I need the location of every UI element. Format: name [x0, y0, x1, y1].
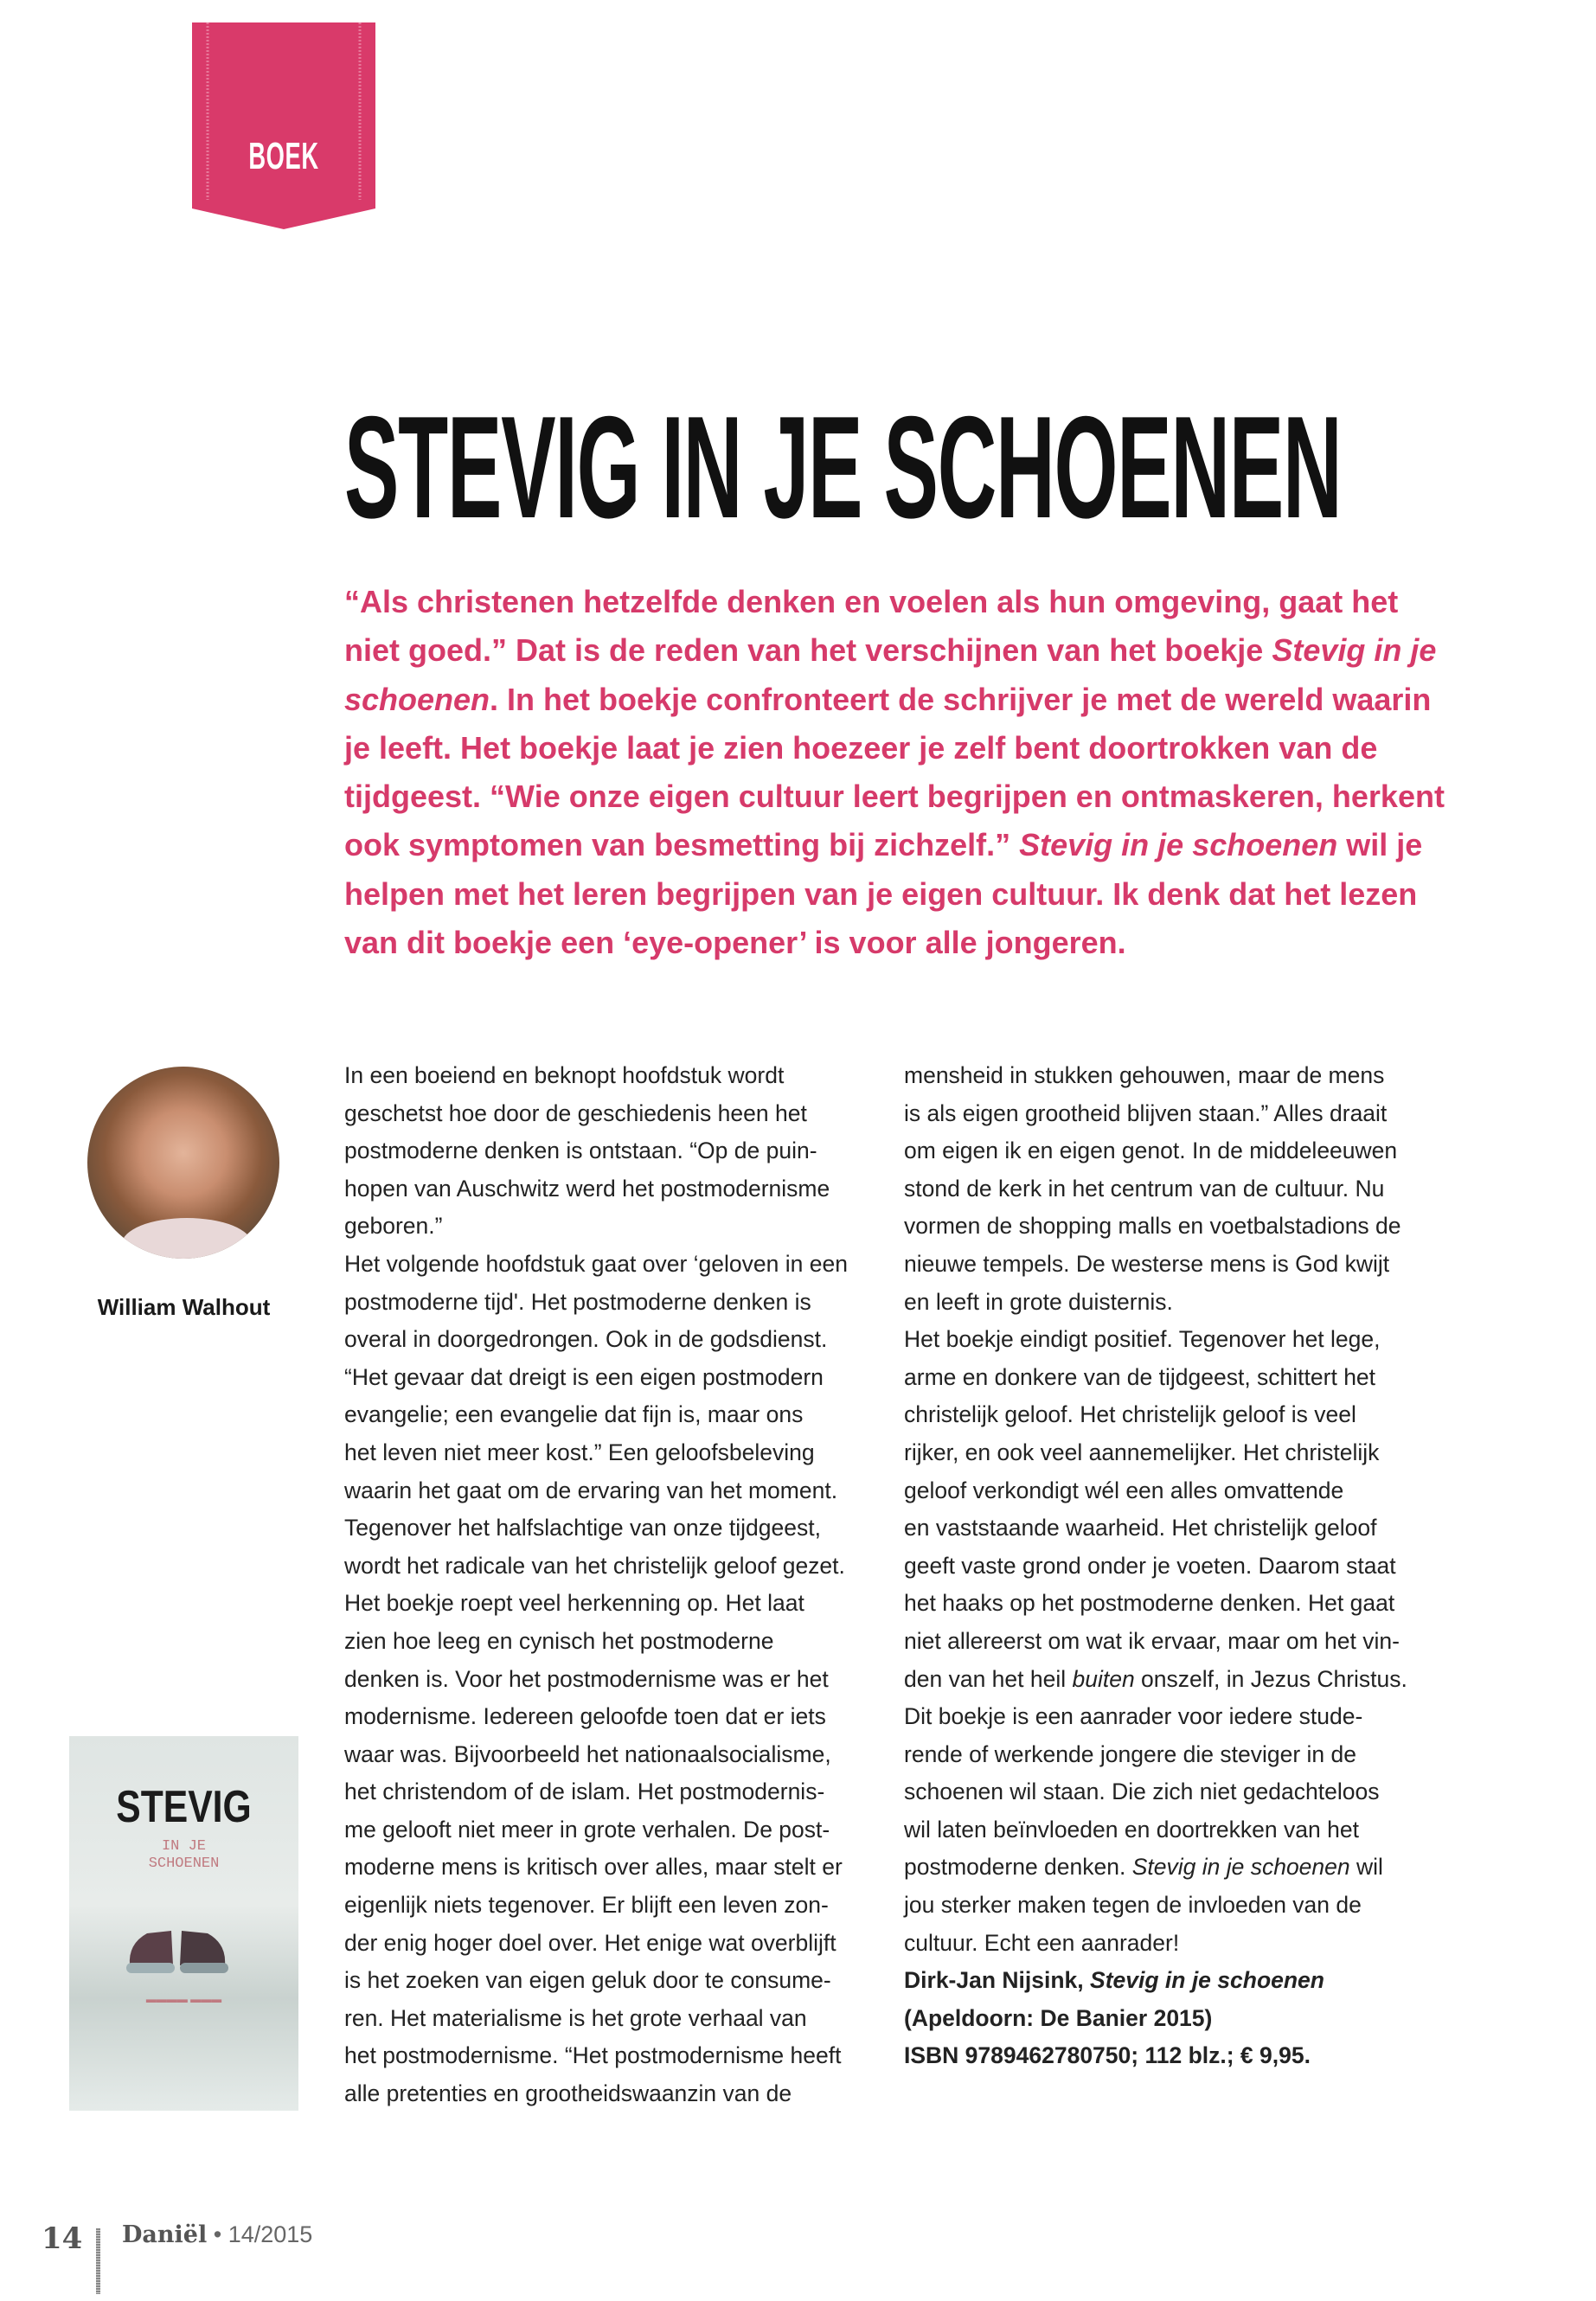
text-run: postmoderne tijd'. Het postmoderne denken is: [344, 1288, 811, 1315]
text-run: Tegenover het halfslachtige van onze tijdgeest,: [344, 1515, 821, 1541]
text-run: cultuur. Echt een aanrader!: [904, 1929, 1180, 1956]
text-run: moderne mens is kritisch over alles, maar stelt er: [344, 1854, 843, 1881]
text-run: Stevig in je: [1272, 632, 1437, 669]
text-run: wordt het radicale van het christelijk geloof gezet.: [344, 1552, 845, 1579]
text-line: [344, 1887, 848, 1925]
text-run: In een boeiend en beknopt hoofdstuk wordt: [344, 1062, 785, 1088]
issue-number: 14/2015: [228, 2221, 313, 2247]
cover-subtitle-line: SCHOENEN: [148, 1856, 220, 1872]
text-line: [904, 1811, 1407, 1849]
text-run: Dit boekje is een aanrader voor iedere stude-: [904, 1703, 1363, 1730]
text-run: jou sterker maken tegen de invloeden van de: [904, 1892, 1362, 1919]
text-run: Dirk-Jan Nijsink,: [904, 1967, 1091, 1994]
text-line: [904, 1284, 1407, 1322]
text-run: denken is. Voor het postmodernisme was er het: [344, 1665, 829, 1692]
text-run: ren. Het materialisme is het grote verhaal van: [344, 2004, 807, 2031]
text-line: [344, 1472, 848, 1510]
text-line: [344, 1434, 848, 1472]
text-line: [344, 1548, 848, 1586]
text-run: onszelf, in Jezus Christus.: [1134, 1665, 1407, 1692]
text-run: waarin het gaat om de ervaring van het moment.: [344, 1477, 838, 1503]
text-run: overal in doorgedrongen. Ook in de godsdienst.: [344, 1326, 828, 1353]
lead-paragraph: [344, 578, 1445, 967]
text-line: [344, 1585, 848, 1623]
text-line: [344, 1208, 848, 1246]
text-line: [904, 1773, 1407, 1811]
text-line: [904, 1585, 1407, 1623]
text-line: [344, 772, 1445, 821]
text-line: [904, 1736, 1407, 1774]
text-run: christelijk geloof. Het christelijk geloof is veel: [904, 1401, 1356, 1428]
text-line: [344, 578, 1445, 626]
text-run: hopen van Auschwitz werd het postmodernisme: [344, 1175, 830, 1202]
text-line: [344, 1057, 848, 1095]
text-run: stond de kerk in het centrum van de cultuur. Nu: [904, 1175, 1385, 1202]
text-run: geeft vaste grond onder je voeten. Daarom staat: [904, 1552, 1396, 1579]
text-line: [904, 1246, 1407, 1284]
magazine-name: Daniël: [122, 2221, 208, 2248]
text-line: [344, 1661, 848, 1699]
text-run: helpen met het leren begrijpen van je eigen cultuur. Ik denk dat het lezen: [344, 875, 1418, 912]
text-line: [344, 1736, 848, 1774]
text-run: wil: [1349, 1854, 1383, 1881]
text-run: rijker, en ook veel aannemelijker. Het christelijk: [904, 1439, 1380, 1465]
page-number: 14: [42, 2221, 83, 2256]
text-run: het postmodernisme. “Het postmodernisme heeft: [344, 2042, 842, 2069]
text-run: buiten: [1072, 1665, 1135, 1692]
body-column-2: [904, 1057, 1407, 2075]
cover-subtitle: [69, 1838, 298, 1873]
text-run: evangelie; een evangelie dat fijn is, maar ons: [344, 1401, 804, 1428]
text-run: het christendom of de islam. Het postmodernis-: [344, 1779, 825, 1805]
book-cover-image: [69, 1736, 298, 2111]
text-line: [344, 1925, 848, 1963]
text-line: [904, 1359, 1407, 1397]
text-line: [904, 1057, 1407, 1095]
text-line: [904, 1472, 1407, 1510]
text-line: [344, 2000, 848, 2038]
text-run: vormen de shopping malls en voetbalstadions de: [904, 1213, 1401, 1240]
text-line: [344, 1849, 848, 1887]
article-title: STEVIG IN JE SCHOENEN: [344, 386, 1342, 548]
cover-author: ▬▬▬▬ ▬▬▬: [145, 1993, 222, 2005]
text-run: is als eigen grootheid blijven staan.” Alles draait: [904, 1099, 1388, 1126]
text-run: geloof verkondigt wél een alles omvattende: [904, 1477, 1344, 1503]
text-run: eigenlijk niets tegenover. Er blijft een leven zon-: [344, 1892, 829, 1919]
text-line: [904, 1396, 1407, 1434]
text-run: het leven niet meer kost.” Een geloofsbeleving: [344, 1439, 815, 1465]
author-name: William Walhout: [97, 1294, 271, 1320]
section-tab: [192, 22, 375, 229]
text-run: en vaststaande waarheid. Het christelijk geloof: [904, 1515, 1377, 1541]
ribbon-shape-icon: [192, 22, 375, 229]
text-line: [344, 1170, 848, 1208]
text-run: van dit boekje een ‘eye-opener’ is voor alle jongeren.: [344, 925, 1126, 961]
text-line: [904, 1962, 1407, 2000]
text-run: alle pretenties en grootheidswaanzin van de: [344, 2080, 792, 2107]
text-run: postmoderne denken is ontstaan. “Op de puin-: [344, 1138, 817, 1164]
footer-separator: •: [213, 2221, 222, 2247]
text-line: [904, 1887, 1407, 1925]
text-line: [344, 1095, 848, 1133]
text-line: [344, 1284, 848, 1322]
text-line: [344, 2075, 848, 2113]
text-line: [344, 724, 1445, 772]
text-run: . In het boekje confronteert de schrijver je met de wereld waarin: [490, 681, 1432, 717]
text-run: waar was. Bijvoorbeeld het nationaalsocialisme,: [344, 1740, 831, 1767]
text-line: [904, 1170, 1407, 1208]
body-column-1: [344, 1057, 848, 2113]
text-run: schoenen: [344, 681, 490, 717]
text-line: [344, 1698, 848, 1736]
text-line: [344, 626, 1445, 675]
text-run: niet goed.” Dat is de reden van het verschijnen van het boekje: [344, 632, 1272, 669]
text-line: [344, 821, 1445, 869]
text-run: Stevig in je schoenen: [1090, 1967, 1324, 1994]
text-line: [344, 1509, 848, 1548]
shoes-icon: [121, 1918, 234, 1978]
text-run: om eigen ik en eigen genot. In de middeleeuwen: [904, 1138, 1398, 1164]
text-run: en leeft in grote duisternis.: [904, 1288, 1173, 1315]
text-run: zien hoe leeg en cynisch het postmoderne: [344, 1627, 774, 1654]
text-line: [904, 1925, 1407, 1963]
text-line: [344, 1246, 848, 1284]
text-run: der enig hoger doel over. Het enige wat overblijft: [344, 1929, 836, 1956]
text-run: “Het gevaar dat dreigt is een eigen postmodern: [344, 1363, 824, 1390]
text-run: “Als christenen hetzelfde denken en voelen als hun omgeving, gaat het: [344, 584, 1399, 619]
footer-divider: [96, 2228, 100, 2294]
text-line: [344, 1359, 848, 1397]
text-run: postmoderne denken.: [904, 1854, 1132, 1881]
cover-subtitle-line: IN JE: [161, 1838, 206, 1855]
text-run: niet allereerst om wat ik ervaar, maar om het vin-: [904, 1627, 1400, 1654]
text-line: [904, 2037, 1407, 2075]
text-line: [344, 676, 1445, 724]
text-line: [344, 1962, 848, 2000]
text-run: tijdgeest. “Wie onze eigen cultuur leert begrijpen en ontmaskeren, herkent: [344, 779, 1445, 815]
text-line: [344, 1396, 848, 1434]
cover-title: STEVIG: [116, 1782, 252, 1832]
text-line: [344, 1773, 848, 1811]
text-line: [904, 1548, 1407, 1586]
text-line: [904, 1623, 1407, 1661]
text-run: je leeft. Het boekje laat je zien hoezeer je zelf bent doortrokken van de: [344, 729, 1378, 766]
text-run: het haaks op het postmoderne denken. Het gaat: [904, 1590, 1395, 1617]
text-run: is het zoeken van eigen geluk door te consume-: [344, 1967, 831, 1994]
text-run: nieuwe tempels. De westerse mens is God kwijt: [904, 1250, 1390, 1277]
text-line: [344, 2037, 848, 2075]
text-line: [904, 1509, 1407, 1548]
text-line: [344, 870, 1445, 919]
text-run: den van het heil: [904, 1665, 1073, 1692]
text-run: arme en donkere van de tijdgeest, schittert het: [904, 1363, 1376, 1390]
text-run: me gelooft niet meer in grote verhalen. De post-: [344, 1816, 830, 1843]
text-run: rende of werkende jongere die steviger in de: [904, 1740, 1356, 1767]
section-label: BOEK: [248, 135, 319, 177]
text-line: [344, 919, 1445, 967]
text-line: [344, 1132, 848, 1170]
text-line: [904, 1849, 1407, 1887]
text-line: [904, 1095, 1407, 1133]
text-line: [904, 1132, 1407, 1170]
text-line: [904, 1698, 1407, 1736]
text-run: Het boekje roept veel herkenning op. Het laat: [344, 1590, 804, 1617]
text-run: Stevig in je schoenen: [1131, 1854, 1350, 1881]
text-line: [904, 1434, 1407, 1472]
author-avatar: [87, 1067, 279, 1259]
text-line: [344, 1623, 848, 1661]
footer-magazine: [122, 2221, 312, 2248]
text-run: modernisme. Iedereen geloofde toen dat er iets: [344, 1703, 826, 1730]
text-run: geboren.”: [344, 1213, 443, 1240]
text-run: ISBN 9789462780750; 112 blz.; € 9,95.: [904, 2042, 1311, 2069]
text-line: [904, 1661, 1407, 1699]
text-line: [904, 2000, 1407, 2038]
text-run: geschetst hoe door de geschiedenis heen het: [344, 1099, 807, 1126]
text-run: schoenen wil staan. Die zich niet gedachteloos: [904, 1779, 1380, 1805]
text-run: Stevig in je schoenen: [1019, 827, 1338, 863]
text-run: Het boekje eindigt positief. Tegenover het lege,: [904, 1326, 1381, 1353]
text-run: mensheid in stukken gehouwen, maar de mens: [904, 1062, 1385, 1088]
text-line: [904, 1321, 1407, 1359]
text-run: wil je: [1337, 827, 1423, 863]
text-line: [904, 1208, 1407, 1246]
text-run: Het volgende hoofdstuk gaat over ‘geloven in een: [344, 1250, 848, 1277]
text-line: [344, 1811, 848, 1849]
text-run: wil laten beïnvloeden en doortrekken van het: [904, 1816, 1359, 1843]
text-run: ook symptomen van besmetting bij zichzelf.”: [344, 827, 1020, 863]
text-line: [344, 1321, 848, 1359]
text-run: (Apeldoorn: De Banier 2015): [904, 2004, 1213, 2031]
